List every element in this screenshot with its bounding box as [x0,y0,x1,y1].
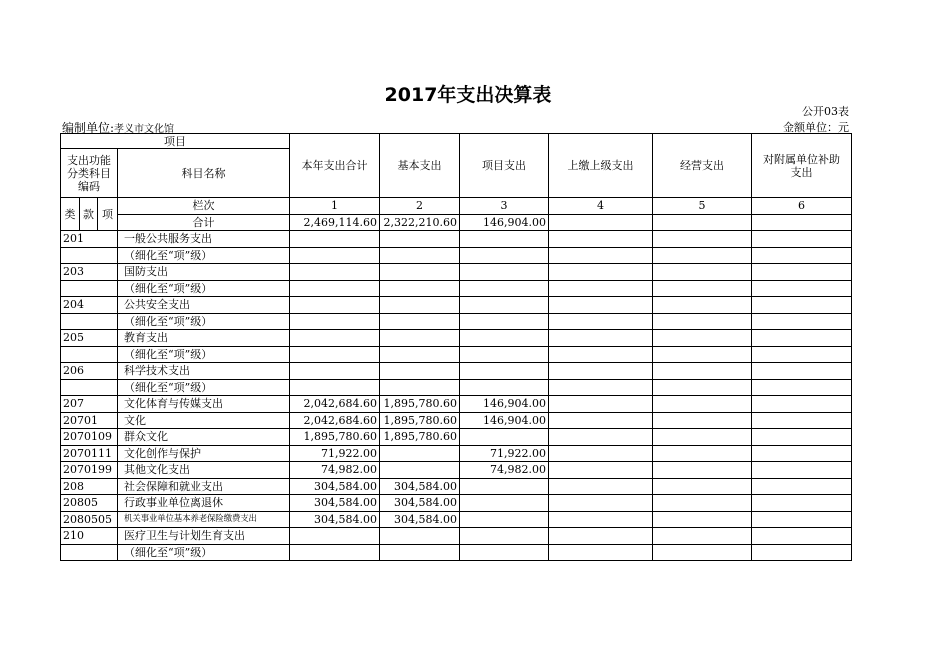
row-project [460,330,549,347]
row-subsidy [752,346,852,363]
kuan-header: 款 [80,198,98,231]
table-row [61,363,852,380]
row-upper [549,478,653,495]
row-name: 社会保障和就业支出 [118,478,290,495]
project-exp-header: 项目支出 [460,134,549,198]
row-code: 20701 [61,412,118,429]
table-row [61,280,852,297]
row-total [290,528,380,545]
row-code: 210 [61,528,118,545]
sum-business [653,214,752,231]
row-subsidy [752,462,852,479]
row-upper [549,330,653,347]
row-name: 文化 [118,412,290,429]
row-basic: 304,584.00 [380,511,460,528]
row-upper [549,280,653,297]
row-name: 科学技术支出 [118,363,290,380]
row-name: （细化至“项”级） [118,544,290,561]
row-business [653,280,752,297]
row-total [290,297,380,314]
row-upper [549,297,653,314]
row-basic [380,297,460,314]
row-upper [549,462,653,479]
page-title: 2017年支出决算表 [384,84,552,106]
sum-project: 146,904.00 [460,214,549,231]
row-upper [549,396,653,413]
row-project [460,429,549,446]
row-basic [380,280,460,297]
header-row-1 [61,134,852,149]
row-business [653,412,752,429]
table-row [61,297,852,314]
row-subsidy [752,379,852,396]
row-total: 1,895,780.60 [290,429,380,446]
row-total: 71,922.00 [290,445,380,462]
row-code: 2080505 [61,511,118,528]
row-total: 304,584.00 [290,511,380,528]
row-upper [549,445,653,462]
row-basic [380,231,460,248]
sum-basic: 2,322,210.60 [380,214,460,231]
col-num-3: 3 [460,198,549,215]
table-row [61,478,852,495]
row-name: 一般公共服务支出 [118,231,290,248]
col-num-1: 1 [290,198,380,215]
row-name: （细化至“项”级） [118,379,290,396]
project-header: 项目 [61,134,290,149]
form-code: 公开03表 [802,105,849,118]
subject-name-header: 科目名称 [118,149,290,198]
row-name: 行政事业单位离退休 [118,495,290,512]
row-business [653,445,752,462]
table-row [61,511,852,528]
table-row [61,462,852,479]
row-total [290,313,380,330]
row-basic [380,528,460,545]
row-total [290,231,380,248]
row-total [290,247,380,264]
col-num-2: 2 [380,198,460,215]
row-basic [380,247,460,264]
col-num-4: 4 [549,198,653,215]
row-code [61,379,118,396]
row-code: 208 [61,478,118,495]
row-subsidy [752,313,852,330]
row-name: 文化创作与保护 [118,445,290,462]
row-upper [549,363,653,380]
row-upper [549,379,653,396]
row-upper [549,511,653,528]
row-project [460,313,549,330]
row-basic [380,330,460,347]
sum-total: 2,469,114.60 [290,214,380,231]
row-business [653,313,752,330]
row-business [653,379,752,396]
row-business [653,544,752,561]
row-business [653,247,752,264]
row-business [653,478,752,495]
row-subsidy [752,280,852,297]
row-name: （细化至“项”级） [118,280,290,297]
row-total: 74,982.00 [290,462,380,479]
row-name: 公共安全支出 [118,297,290,314]
row-code: 205 [61,330,118,347]
table-row [61,231,852,248]
row-business [653,231,752,248]
xiang-header: 项 [98,198,118,231]
row-total [290,264,380,281]
row-subsidy [752,478,852,495]
business-header: 经营支出 [653,134,752,198]
row-business [653,429,752,446]
row-project: 146,904.00 [460,412,549,429]
row-business [653,495,752,512]
row-total [290,544,380,561]
row-basic: 304,584.00 [380,478,460,495]
table-row [61,313,852,330]
row-project [460,280,549,297]
upper-header: 上缴上级支出 [549,134,653,198]
row-code [61,280,118,297]
row-upper [549,412,653,429]
row-project [460,379,549,396]
row-upper [549,544,653,561]
row-subsidy [752,412,852,429]
table-row [61,445,852,462]
row-business [653,346,752,363]
row-total [290,363,380,380]
total-header: 本年支出合计 [290,134,380,198]
lei-header: 类 [61,198,80,231]
row-total: 304,584.00 [290,478,380,495]
row-basic: 1,895,780.60 [380,396,460,413]
header-row-3 [61,198,852,215]
row-upper [549,495,653,512]
row-upper [549,313,653,330]
row-name: 机关事业单位基本养老保险缴费支出 [118,511,290,528]
sum-upper [549,214,653,231]
row-upper [549,247,653,264]
table-row [61,330,852,347]
sum-subsidy [752,214,852,231]
row-code [61,544,118,561]
table-row [61,346,852,363]
expenditure-table [60,133,852,561]
row-business [653,528,752,545]
currency-unit: 金额单位：元 [783,121,849,134]
row-code: 207 [61,396,118,413]
table-row [61,264,852,281]
row-project [460,511,549,528]
table-row [61,429,852,446]
row-business [653,264,752,281]
row-basic [380,445,460,462]
row-subsidy [752,544,852,561]
table-row [61,247,852,264]
row-project [460,363,549,380]
col-num-5: 5 [653,198,752,215]
row-code: 206 [61,363,118,380]
row-basic [380,346,460,363]
row-subsidy [752,297,852,314]
row-project: 74,982.00 [460,462,549,479]
row-code [61,247,118,264]
row-name: 其他文化支出 [118,462,290,479]
table-row [61,396,852,413]
row-code: 204 [61,297,118,314]
row-basic: 1,895,780.60 [380,429,460,446]
row-business [653,363,752,380]
unit-label: 编制单位: [62,121,115,135]
row-basic [380,379,460,396]
row-business [653,330,752,347]
row-business [653,511,752,528]
row-total [290,280,380,297]
row-total [290,346,380,363]
row-project [460,478,549,495]
row-upper [549,528,653,545]
table-row [61,379,852,396]
basic-header: 基本支出 [380,134,460,198]
row-upper [549,231,653,248]
row-subsidy [752,429,852,446]
table-row [61,412,852,429]
row-business [653,396,752,413]
row-name: （细化至“项”级） [118,346,290,363]
row-code: 201 [61,231,118,248]
row-project: 146,904.00 [460,396,549,413]
row-total: 2,042,684.60 [290,412,380,429]
row-basic [380,462,460,479]
row-subsidy [752,363,852,380]
row-code: 203 [61,264,118,281]
row-subsidy [752,528,852,545]
row-name: 教育支出 [118,330,290,347]
row-subsidy [752,445,852,462]
func-code-header: 支出功能分类科目编码 [61,149,118,198]
sum-label: 合计 [118,214,290,231]
row-code [61,313,118,330]
sum-row [61,214,852,231]
unit-value: 孝义市文化馆 [114,124,175,135]
row-name: 国防支出 [118,264,290,281]
row-project [460,297,549,314]
row-total [290,379,380,396]
row-business [653,462,752,479]
row-name: （细化至“项”级） [118,247,290,264]
table-row [61,495,852,512]
row-subsidy [752,231,852,248]
row-code: 2070111 [61,445,118,462]
row-basic [380,264,460,281]
row-project [460,495,549,512]
row-basic: 304,584.00 [380,495,460,512]
row-subsidy [752,247,852,264]
row-upper [549,429,653,446]
row-total: 304,584.00 [290,495,380,512]
row-code [61,346,118,363]
row-code: 2070109 [61,429,118,446]
row-upper [549,264,653,281]
row-total: 2,042,684.60 [290,396,380,413]
subsidy-header: 对附属单位补助支出 [752,134,852,198]
row-code: 2070199 [61,462,118,479]
row-total [290,330,380,347]
row-basic [380,544,460,561]
row-project [460,231,549,248]
row-project [460,544,549,561]
row-project [460,264,549,281]
row-project [460,346,549,363]
row-basic [380,313,460,330]
row-name: 群众文化 [118,429,290,446]
col-num-6: 6 [752,198,852,215]
row-business [653,297,752,314]
row-basic: 1,895,780.60 [380,412,460,429]
row-name: 医疗卫生与计划生育支出 [118,528,290,545]
row-subsidy [752,396,852,413]
table-row [61,528,852,545]
row-subsidy [752,264,852,281]
row-code: 20805 [61,495,118,512]
row-subsidy [752,511,852,528]
row-label: 栏次 [118,198,290,215]
row-subsidy [752,330,852,347]
row-name: （细化至“项”级） [118,313,290,330]
row-basic [380,363,460,380]
row-name: 文化体育与传媒支出 [118,396,290,413]
row-subsidy [752,495,852,512]
row-project [460,528,549,545]
row-project: 71,922.00 [460,445,549,462]
row-upper [549,346,653,363]
table-row [61,544,852,561]
row-project [460,247,549,264]
